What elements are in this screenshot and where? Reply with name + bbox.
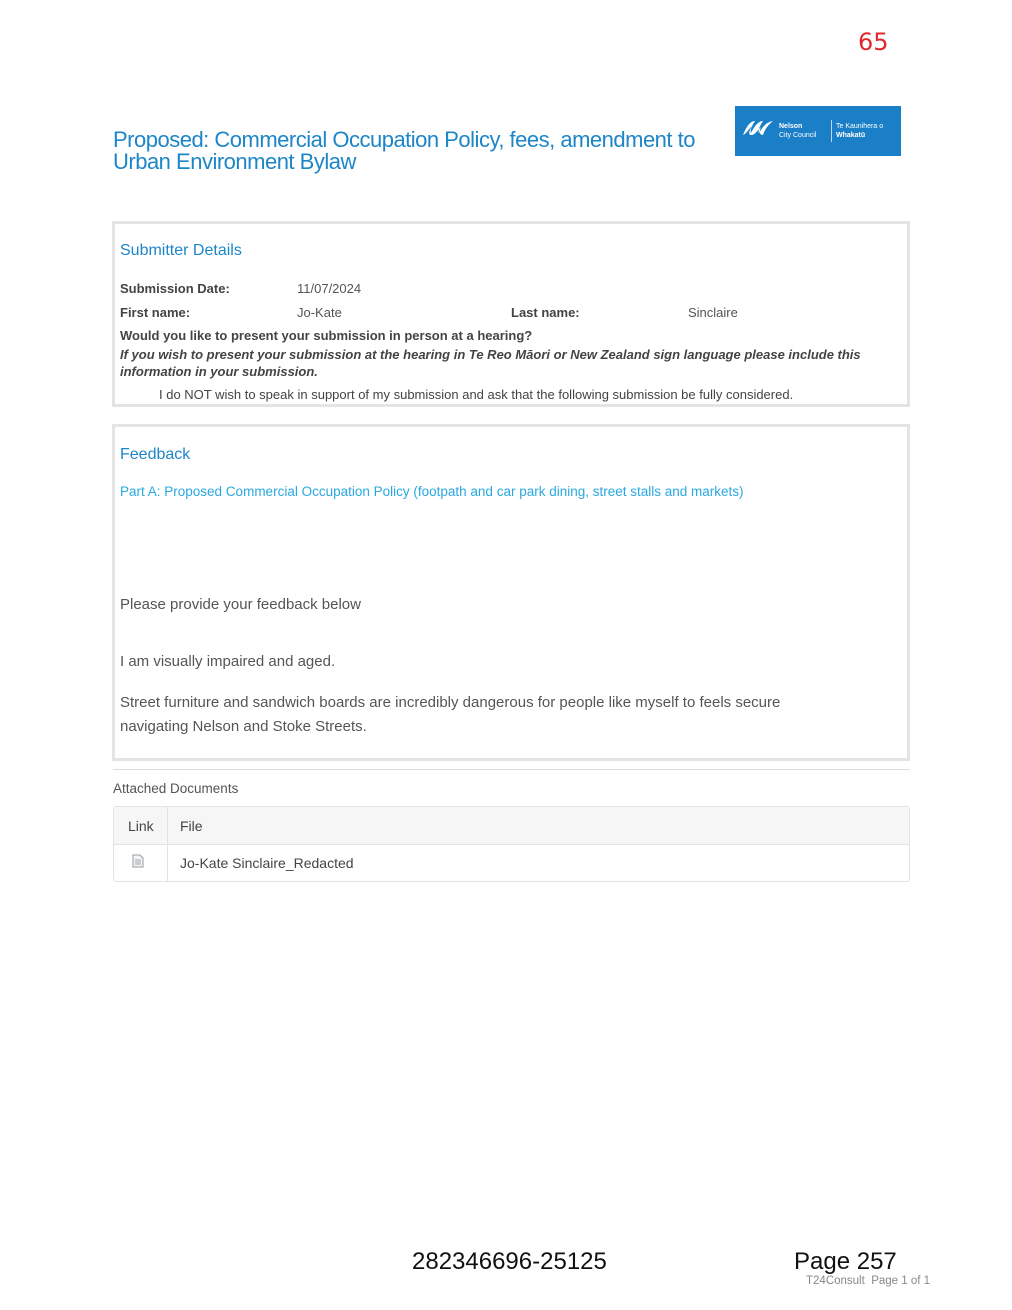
hearing-question: Would you like to present your submission in person at a hearing?	[120, 328, 533, 343]
feedback-panel	[112, 424, 910, 761]
logo-divider	[831, 120, 832, 142]
first-name-label: First name:	[120, 305, 191, 320]
column-separator	[167, 807, 168, 881]
document-title: Proposed: Commercial Occupation Policy, fees, amendment to Urban Environment Bylaw	[113, 127, 695, 174]
council-logo-mark-icon	[741, 117, 775, 139]
submission-date-label: Submission Date:	[120, 281, 230, 296]
footer-system-text: T24Consult Page 1 of 1	[806, 1275, 931, 1287]
feedback-paragraph-2: Street furniture and sandwich boards are incredibly dangerous for people like myself to feels secure navigating Nelson and Stoke Streets.	[120, 694, 781, 735]
feedback-paragraph-1: I am visually impaired and aged.	[120, 653, 336, 670]
document-link-icon[interactable]	[132, 854, 144, 868]
logo-name-line2: City Council	[779, 132, 817, 139]
logo-maori-line1: Te Kaunihera o	[836, 123, 884, 130]
logo-maori-line2: Whakatū	[836, 132, 866, 139]
column-header-file: File	[180, 818, 203, 834]
page-number: 65	[858, 28, 889, 56]
document-icon[interactable]	[132, 854, 144, 871]
hearing-note: If you wish to present your submission at the hearing in Te Reo Māori or New Zealand sign language please include this information in your submission.	[120, 347, 861, 379]
attached-documents-title: Attached Documents	[113, 781, 239, 796]
council-logo	[735, 106, 901, 156]
logo-name-line1: Nelson	[779, 123, 803, 130]
attachment-file-name: Jo-Kate Sinclaire_Redacted	[180, 855, 354, 871]
last-name-label: Last name:	[511, 305, 580, 320]
hearing-answer: I do NOT wish to speak in support of my submission and ask that the following submission be fully considered.	[159, 387, 794, 402]
submission-date-value: 11/07/2024	[297, 281, 362, 296]
feedback-prompt: Please provide your feedback below	[120, 596, 361, 613]
last-name-value: Sinclaire	[688, 305, 738, 320]
feedback-heading: Feedback	[120, 446, 191, 463]
footer-page-number: Page 257	[794, 1248, 897, 1275]
section-divider	[113, 769, 910, 770]
column-header-link: Link	[128, 818, 154, 834]
attachments-table-header	[114, 807, 909, 845]
attachments-table	[113, 806, 910, 882]
first-name-value: Jo-Kate	[297, 305, 342, 320]
submitter-heading: Submitter Details	[120, 242, 242, 259]
part-a-heading: Part A: Proposed Commercial Occupation Policy (footpath and car park dining, street stalls and markets)	[120, 484, 744, 499]
footer-document-id: 282346696-25125	[412, 1248, 607, 1275]
submitter-details-panel	[112, 221, 910, 407]
